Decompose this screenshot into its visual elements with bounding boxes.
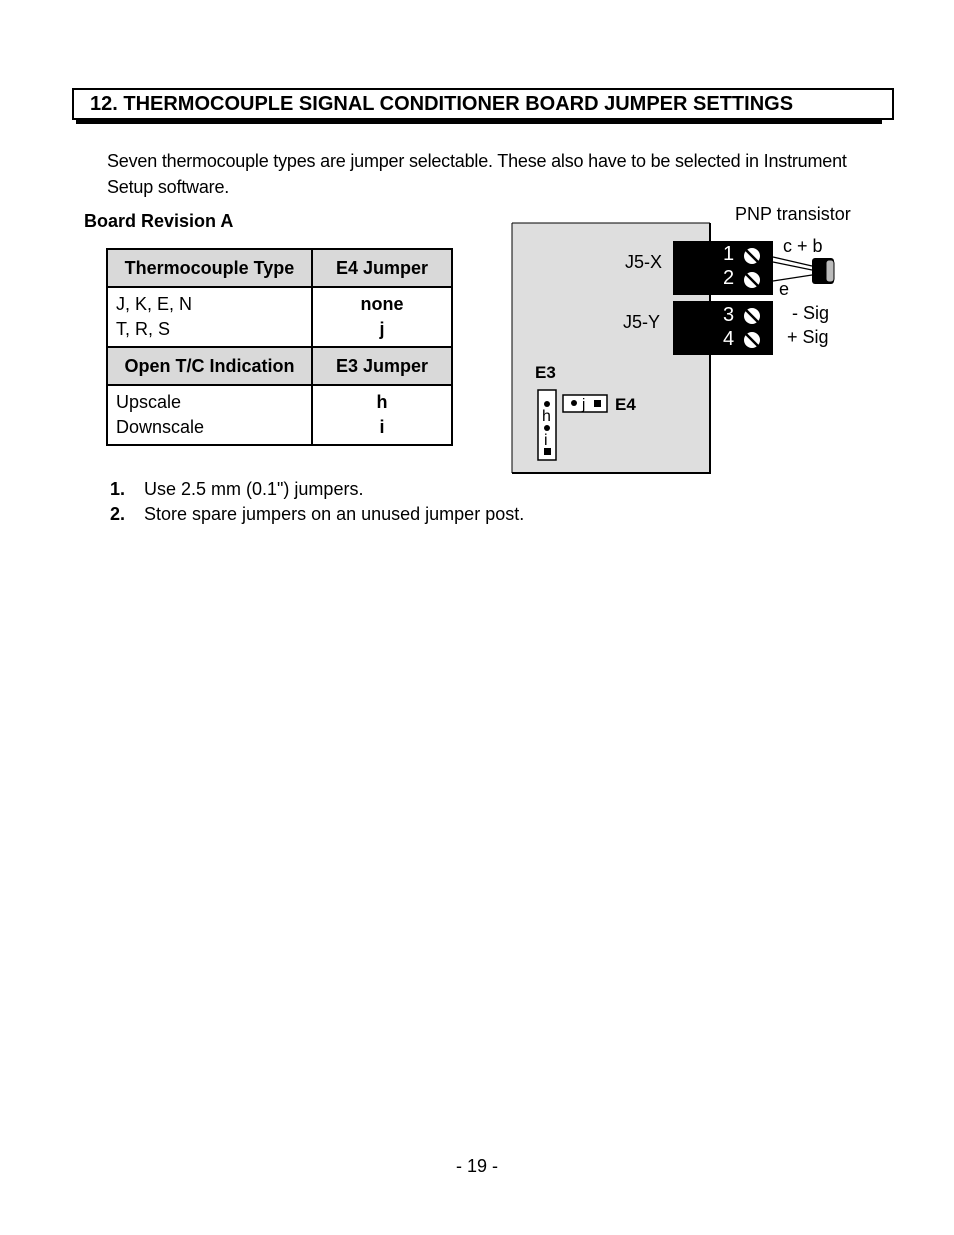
e4-value-1: none [360, 294, 404, 314]
note-text: Use 2.5 mm (0.1") jumpers. [144, 479, 364, 499]
j5x-label: J5-X [625, 252, 663, 272]
pnp-transistor-label: PNP transistor [735, 204, 851, 224]
e4-label: E4 [615, 395, 636, 414]
header-thermocouple-type: Thermocouple Type [107, 249, 312, 287]
note-text: Store spare jumpers on an unused jumper post. [144, 504, 525, 524]
e3-pin-h: h [542, 408, 551, 425]
type-group-2: T, R, S [116, 319, 171, 339]
list-item [110, 502, 524, 527]
section-heading: 12. THERMOCOUPLE SIGNAL CONDITIONER BOARD JUMPER SETTINGS [72, 88, 894, 120]
pos-sig-label: + Sig [787, 327, 829, 347]
thermocouple-types-cell [107, 287, 312, 347]
jumper-settings-table [106, 248, 453, 446]
e4-pin-j: j [582, 396, 586, 413]
page-number: - 19 - [455, 1156, 498, 1176]
table-row [107, 287, 452, 347]
header-e3-jumper: E3 Jumper [312, 347, 452, 385]
board-revision-label: Board Revision A [84, 211, 234, 231]
neg-sig-label: - Sig [792, 303, 830, 323]
table-header-row [107, 347, 452, 385]
e3-value-2: i [379, 417, 385, 437]
header-open-tc-indication: Open T/C Indication [107, 347, 312, 385]
e-label: e [779, 279, 790, 299]
e4-jumper-cell [312, 287, 452, 347]
cb-label: c + b [783, 236, 823, 256]
screw-icon [744, 272, 760, 288]
screw-icon [744, 248, 760, 264]
terminal-4: 4 [723, 328, 735, 350]
j5y-label: J5-Y [623, 312, 661, 332]
e3-pin-i: i [544, 432, 548, 449]
list-item [110, 477, 524, 502]
intro-paragraph: Seven thermocouple types are jumper selectable. These also have to be selected in Instrument Setup software. [107, 151, 847, 197]
e3-label: E3 [535, 363, 556, 382]
indication-upscale: Upscale [116, 392, 182, 412]
terminal-3: 3 [723, 304, 735, 326]
header-e4-jumper: E4 Jumper [312, 249, 452, 287]
section-heading-box [72, 88, 882, 122]
table-row [107, 385, 452, 445]
e4-value-2: j [379, 319, 385, 339]
type-group-1: J, K, E, N [116, 294, 193, 314]
screw-icon [744, 308, 760, 324]
screw-icon [744, 332, 760, 348]
e3-jumper-cell [312, 385, 452, 445]
e3-jumper-post [538, 390, 556, 460]
note-number: 2. [110, 504, 126, 524]
terminal-1: 1 [723, 243, 735, 265]
note-number: 1. [110, 479, 126, 499]
notes-list [110, 477, 524, 527]
table-header-row [107, 249, 452, 287]
e3-value-1: h [376, 392, 388, 412]
terminal-2: 2 [723, 267, 735, 289]
indication-cell [107, 385, 312, 445]
indication-downscale: Downscale [116, 417, 205, 437]
